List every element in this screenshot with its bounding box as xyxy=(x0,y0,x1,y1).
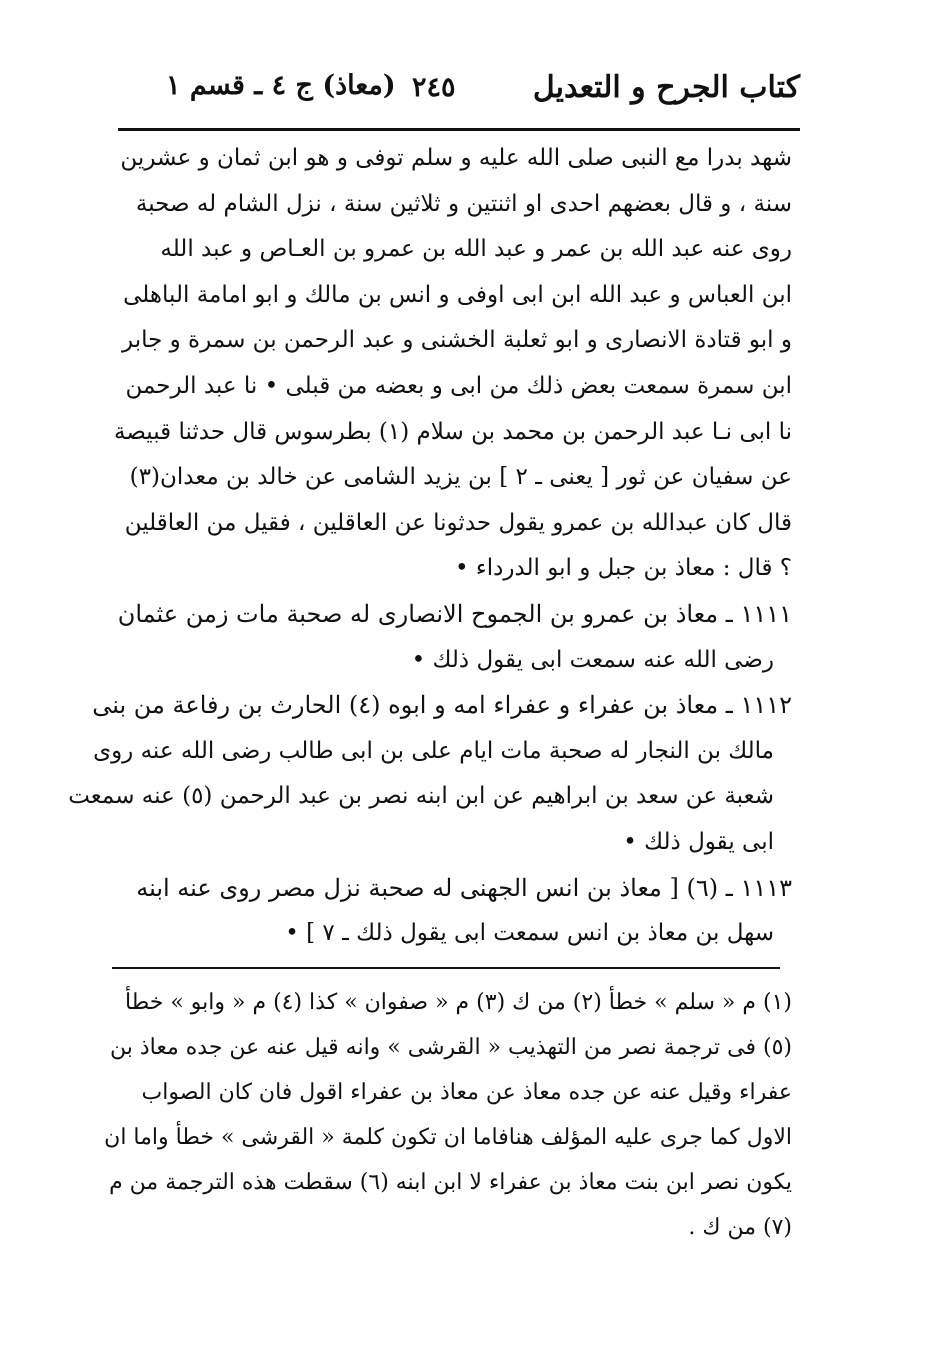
entry-1111-line: ١١١١ ـ معاذ بن عمرو بن الجموح الانصارى له صحبة مات زمن عثمان xyxy=(117,599,792,628)
text-line: و ابو قتادة الانصارى و ابو ثعلبة الخشنى و عبد الرحمن بن سمرة و جابر xyxy=(122,327,792,354)
text-line: ابن العباس و عبد الله ابن ابى اوفى و انس بن مالك و ابو امامة الباهلى xyxy=(123,281,792,308)
footnote-rule xyxy=(112,967,780,969)
text-line: شعبة عن سعد بن ابراهيم عن ابن ابنه نصر بن عبد الرحمن (٥) عنه سمعت xyxy=(68,783,774,810)
volume-section-label: (معاذ) ج ٤ ـ قسم ١ xyxy=(166,70,396,101)
text-line: ؟ قال : معاذ بن جبل و ابو الدرداء • xyxy=(455,555,792,582)
text-line: مالك بن النجار له صحبة مات ايام على بن ابى طالب رضى الله عنه روى xyxy=(93,737,774,764)
text-line: رضى الله عنه سمعت ابى يقول ذلك • xyxy=(411,646,774,673)
header-rule xyxy=(118,128,800,131)
footnote-line: يكون نصر ابن بنت معاذ بن عفراء لا ابن ابنه (٦) سقطت هذه الترجمة من م xyxy=(109,1170,792,1195)
text-line: شهد بدرا مع النبى صلى الله عليه و سلم توفى و هو ابن ثمان و عشرين xyxy=(120,145,792,171)
page-header xyxy=(120,62,800,122)
text-line: ابى يقول ذلك • xyxy=(623,828,774,855)
footnotes xyxy=(104,980,792,1250)
entry-1113-line: ١١١٣ ـ (٦) [ معاذ بن انس الجهنى له صحبة نزل مصر روى عنه ابنه xyxy=(136,873,792,902)
main-text xyxy=(68,136,792,957)
text-line: قال كان عبدالله بن عمرو يقول حدثونا عن العاقلين ، فقيل من العاقلين xyxy=(124,509,792,536)
text-line: ابن سمرة سمعت بعض ذلك من ابى و بعضه من قبلى • نا عبد الرحمن xyxy=(125,372,792,399)
text-line: عن سفيان عن ثور [ يعنى ـ ٢ ] بن يزيد الشامى عن خالد بن معدان(٣) xyxy=(129,464,792,491)
text-line: سنة ، و قال بعضهم احدى او اثنتين و ثلاثين سنة ، نزل الشام له صحبة xyxy=(135,190,792,217)
book-title: كتاب الجرح و التعديل xyxy=(532,70,800,105)
page-number: ٢٤٥ xyxy=(412,72,456,103)
footnote-line: (٧) من ك . xyxy=(688,1215,792,1240)
footnote-line: الاول كما جرى عليه المؤلف هنافاما ان تكون كلمة « القرشى » خطأ واما ان xyxy=(104,1125,792,1150)
text-line: سهل بن معاذ بن انس سمعت ابى يقول ذلك ـ ٧ ] • xyxy=(285,920,774,947)
entry-1112-line: ١١١٢ ـ معاذ بن عفراء و عفراء امه و ابوه (٤) الحارث بن رفاعة من بنى xyxy=(92,691,792,720)
footnote-line: (٥) فى ترجمة نصر من التهذيب « القرشى » وانه قيل عنه عن جده معاذ بن xyxy=(110,1035,792,1060)
footnote-line: عفراء وقيل عنه عن جده معاذ عن معاذ بن عفراء اقول فان كان الصواب xyxy=(141,1080,792,1105)
text-line: روى عنه عبد الله بن عمر و عبد الله بن عمرو بن العـاص و عبد الله xyxy=(160,236,792,263)
text-line: نا ابى نـا عبد الرحمن بن محمد بن سلام (١) بطرسوس قال حدثنا قبيصة xyxy=(113,418,792,445)
footnote-line: (١) م « سلم » خطأ (٢) من ك (٣) م « صفوان » كذا (٤) م « وابو » خطأ xyxy=(124,990,792,1015)
